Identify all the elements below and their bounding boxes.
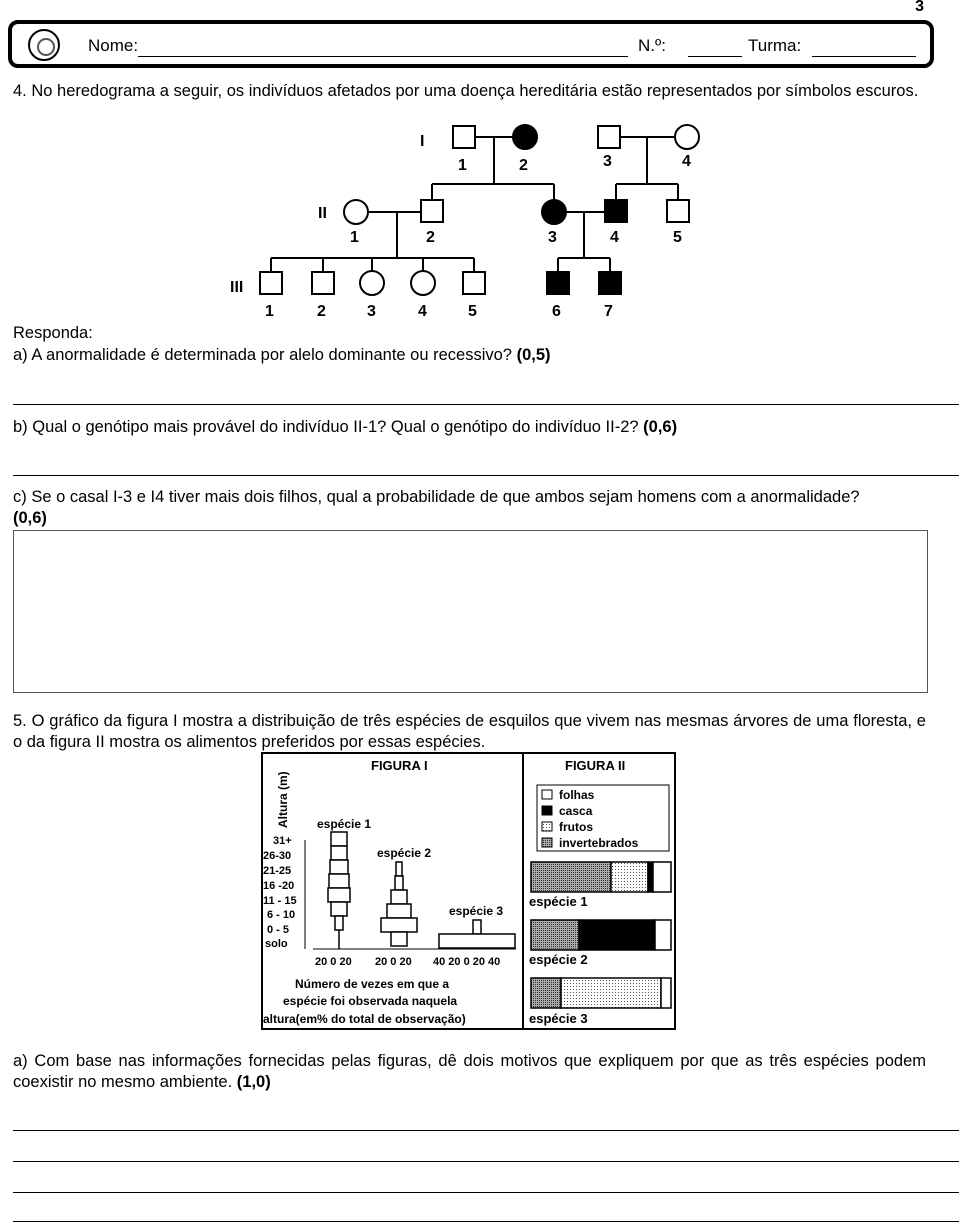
gen-label-III: III	[230, 279, 244, 296]
q4b-answer-line[interactable]	[13, 475, 959, 476]
figura-1-title: FIGURA I	[371, 758, 428, 773]
q4b-text: b) Qual o genótipo mais provável do indivíduo II-1? Qual o genótipo do indivíduo II-2? (0,6)	[13, 418, 678, 436]
svg-text:26-30: 26-30	[263, 850, 292, 862]
sp2-invertebrados	[531, 920, 579, 950]
pedigree-chart	[220, 118, 720, 323]
gen-label-II: II	[318, 205, 327, 222]
svg-text:1: 1	[350, 229, 359, 246]
pedigree-III-3	[360, 271, 384, 295]
svg-text:20 0 20: 20 0 20	[315, 956, 352, 968]
pedigree-III-5	[463, 272, 485, 294]
sp3-invertebrados	[531, 978, 561, 1008]
gen-label-I: I	[420, 133, 425, 150]
sp3-frutos	[561, 978, 661, 1008]
svg-text:2: 2	[519, 157, 528, 174]
q4a-text: a) A anormalidade é determinada por alelo dominante ou recessivo? (0,5)	[13, 346, 551, 364]
svg-text:4: 4	[418, 303, 427, 320]
svg-text:4: 4	[682, 153, 691, 170]
figura-1-ylabel: Altura (m)	[276, 771, 290, 828]
name-label: Nome:	[88, 36, 139, 55]
svg-text:4: 4	[610, 229, 619, 246]
sp1-folhas	[653, 862, 671, 892]
q4b-points: (0,6)	[643, 418, 678, 436]
svg-text:6 - 10: 6 - 10	[267, 909, 296, 921]
q5a-answer-line-2[interactable]	[13, 1161, 959, 1162]
svg-text:16 -20: 16 -20	[263, 880, 295, 892]
svg-text:2: 2	[426, 229, 435, 246]
q5a-points: (1,0)	[236, 1073, 271, 1091]
svg-text:solo: solo	[265, 938, 288, 950]
svg-text:invertebrados: invertebrados	[559, 836, 639, 850]
sp2-folhas	[655, 920, 671, 950]
svg-text:1: 1	[265, 303, 274, 320]
svg-text:frutos: frutos	[559, 820, 593, 834]
q4a-answer-line[interactable]	[13, 404, 959, 405]
student-header	[8, 20, 934, 68]
svg-text:20 0 20: 20 0 20	[375, 956, 412, 968]
class-field[interactable]	[812, 56, 916, 57]
pedigree-I-2	[513, 125, 537, 149]
species-1-label: espécie 1	[317, 817, 372, 831]
sp2-casca	[579, 920, 655, 950]
figura-2-bars	[531, 862, 671, 1008]
sp1-frutos	[611, 862, 648, 892]
svg-text:Número de vezes em que a: Número de vezes em que a	[295, 977, 450, 991]
pedigree-III-2	[312, 272, 334, 294]
page-number: 3	[915, 0, 924, 15]
q4a-points: (0,5)	[516, 346, 551, 364]
pedigree-II-3	[542, 200, 566, 224]
pedigree-II-4	[605, 200, 627, 222]
pedigree-II-1	[344, 200, 368, 224]
number-field[interactable]	[688, 56, 742, 57]
svg-text:7: 7	[604, 303, 613, 320]
pedigree-I-3	[598, 126, 620, 148]
svg-text:0 - 5: 0 - 5	[267, 924, 290, 936]
pedigree-I-4	[675, 125, 699, 149]
q5a-text: a) Com base nas informações fornecidas pelas figuras, dê dois motivos que expliquem por que as três espécies podem coexistir no mesmo ambiente. (1,0)	[13, 1052, 926, 1091]
sp3-folhas	[661, 978, 671, 1008]
svg-text:6: 6	[552, 303, 561, 320]
svg-text:3: 3	[548, 229, 557, 246]
svg-text:40 20 0 20 40: 40 20 0 20 40	[433, 956, 501, 968]
responda-label: Responda:	[13, 324, 93, 342]
q4c-points: (0,6)	[13, 509, 47, 527]
svg-text:21-25: 21-25	[263, 865, 292, 877]
school-logo	[28, 29, 60, 61]
svg-text:11 - 15: 11 - 15	[263, 895, 297, 907]
name-field[interactable]	[138, 56, 628, 57]
svg-text:3: 3	[367, 303, 376, 320]
svg-text:folhas: folhas	[559, 788, 595, 802]
pedigree-III-6	[547, 272, 569, 294]
svg-text:espécie 3: espécie 3	[529, 1011, 588, 1026]
q5a-answer-line-4[interactable]	[13, 1221, 959, 1222]
q4c-answer-box[interactable]	[13, 530, 928, 693]
pedigree-III-4	[411, 271, 435, 295]
pedigree-I-1	[453, 126, 475, 148]
svg-text:3: 3	[603, 153, 612, 170]
q4c-text: c) Se o casal I-3 e I4 tiver mais dois filhos, qual a probabilidade de que ambos sejam homens com a anormalidade? (0,6)	[13, 488, 860, 527]
pedigree-III-1	[260, 272, 282, 294]
pedigree-II-5	[667, 200, 689, 222]
figura-2-title: FIGURA II	[565, 758, 626, 773]
svg-text:1: 1	[458, 157, 467, 174]
svg-text:altura(em% do total de observa: altura(em% do total de observação)	[263, 1012, 466, 1026]
svg-text:espécie 2: espécie 2	[529, 952, 588, 967]
svg-text:espécie foi observada naquela: espécie foi observada naquela	[283, 994, 458, 1008]
pedigree-II-2	[421, 200, 443, 222]
q5a-answer-line-1[interactable]	[13, 1130, 959, 1131]
svg-text:5: 5	[468, 303, 477, 320]
svg-text:espécie 1: espécie 1	[529, 894, 588, 909]
q5-intro: 5. O gráfico da figura I mostra a distribuição de três espécies de esquilos que vivem nas mesmas árvores de uma floresta, e o da figura II mostra os alimentos preferidos por essas espécies.	[13, 712, 926, 751]
svg-text:2: 2	[317, 303, 326, 320]
species-3-label: espécie 3	[449, 904, 504, 918]
sp1-invertebrados	[531, 862, 611, 892]
svg-text:31+: 31+	[273, 835, 292, 847]
svg-text:casca: casca	[559, 804, 593, 818]
number-label: N.º:	[638, 36, 666, 55]
q5a-answer-line-3[interactable]	[13, 1192, 959, 1193]
class-label: Turma:	[748, 36, 802, 55]
q4-intro: 4. No heredograma a seguir, os indivíduos afetados por uma doença hereditária estão representados por símbolos escuros.	[13, 82, 919, 100]
pedigree-III-7	[599, 272, 621, 294]
svg-text:5: 5	[673, 229, 682, 246]
squirrel-figures	[261, 752, 677, 1030]
species-2-label: espécie 2	[377, 846, 432, 860]
